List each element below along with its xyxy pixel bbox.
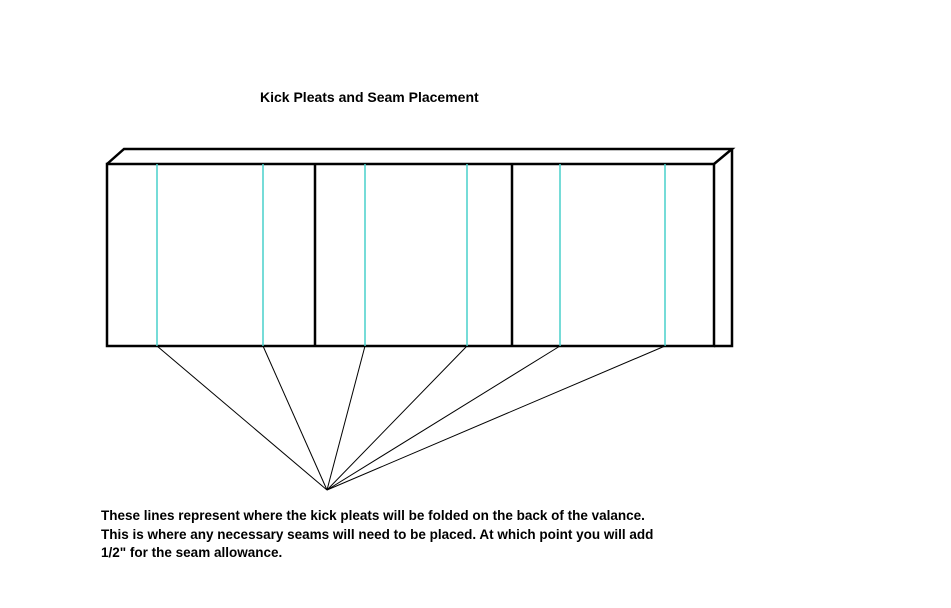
- valance-side-face: [714, 149, 732, 346]
- diagram-title: Kick Pleats and Seam Placement: [260, 89, 479, 105]
- kick-pleat-lines: [157, 164, 665, 346]
- valance-front-face: [107, 164, 714, 346]
- caption-line-1: These lines represent where the kick pleats will be folded on the back of the valance.: [101, 508, 645, 523]
- pointer-line-2: [263, 346, 327, 490]
- panel-dividers: [315, 164, 512, 346]
- pointer-line-3: [327, 346, 365, 490]
- caption-line-2: This is where any necessary seams will need to be placed. At which point you will add: [101, 526, 654, 542]
- pointer-lines: [157, 346, 665, 490]
- valance-box: [107, 149, 732, 346]
- pointer-line-5: [327, 346, 560, 490]
- diagram-caption: [101, 507, 653, 563]
- pointer-line-1: [157, 346, 327, 490]
- pointer-line-6: [327, 346, 665, 490]
- valance-top-face: [107, 149, 732, 164]
- pointer-line-4: [327, 346, 467, 490]
- caption-line-3: 1/2" for the seam allowance.: [101, 545, 283, 560]
